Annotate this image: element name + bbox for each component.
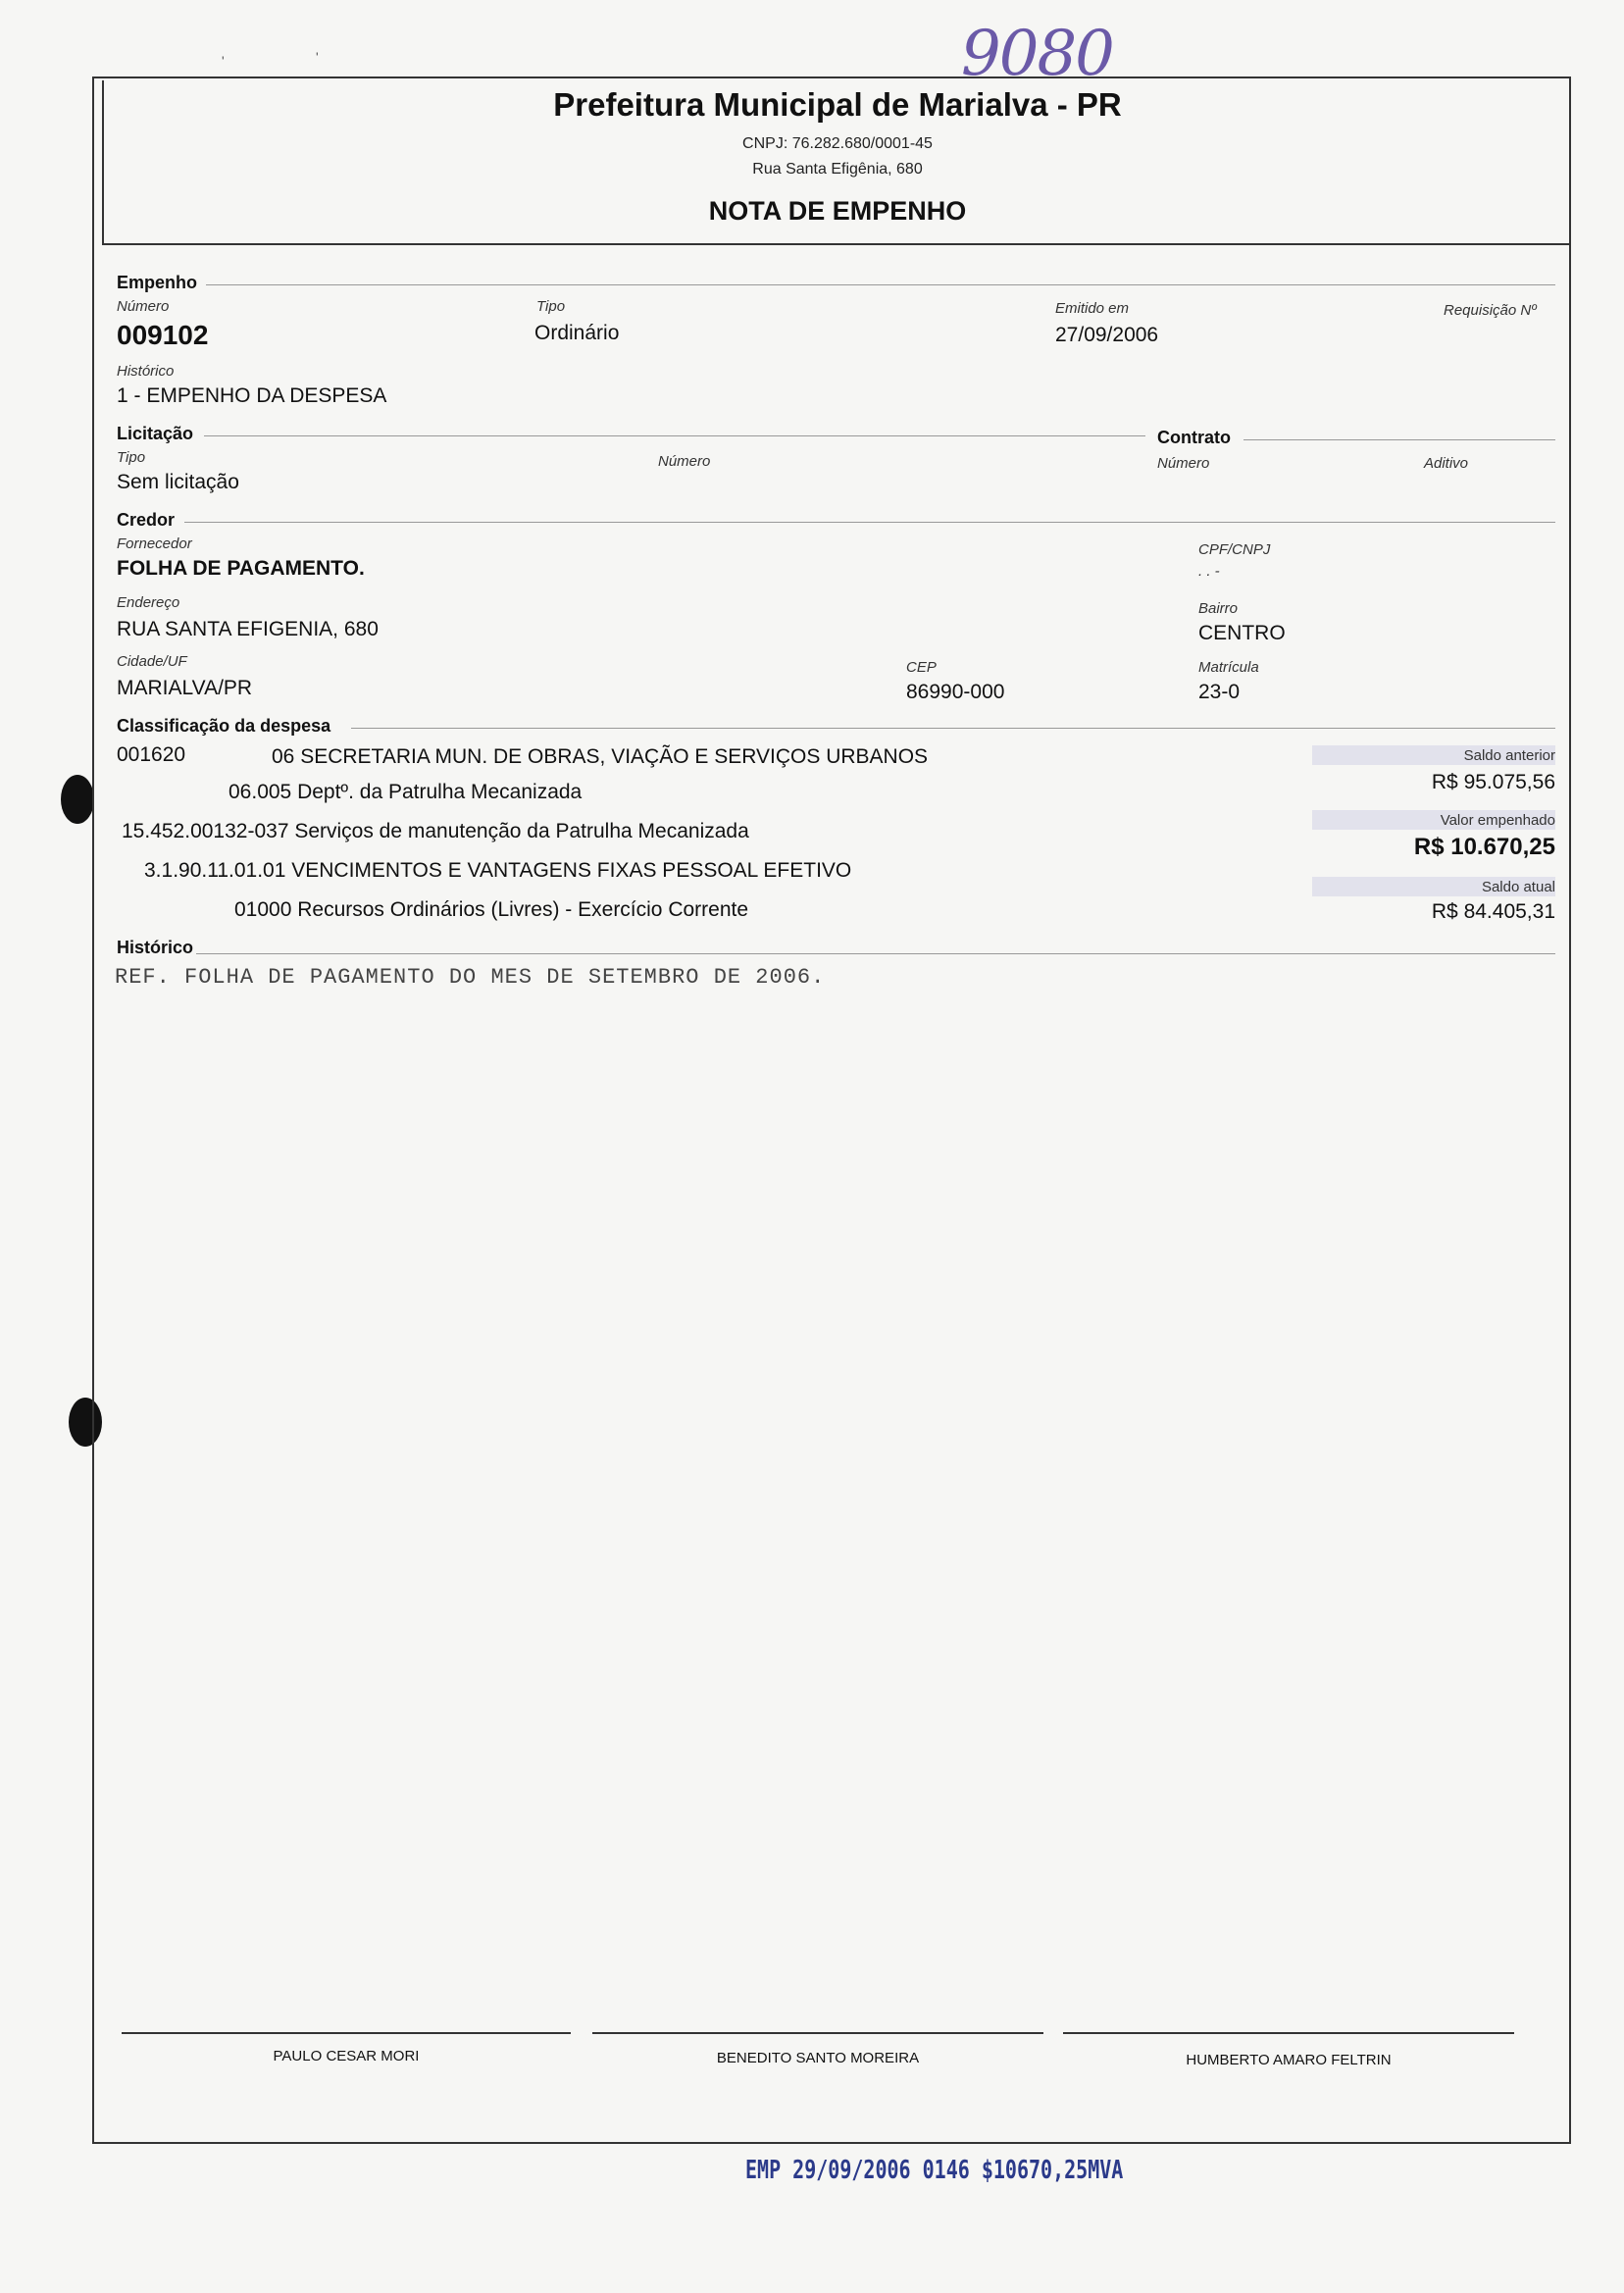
endereco-value: RUA SANTA EFIGENIA, 680 — [117, 618, 379, 640]
classificacao-line: 15.452.00132-037 Serviços de manutenção da Patrulha Mecanizada — [122, 820, 749, 842]
classificacao-line: 3.1.90.11.01.01 VENCIMENTOS E VANTAGENS FIXAS PESSOAL EFETIVO — [144, 859, 852, 882]
empenho-tipo: Ordinário — [534, 322, 620, 344]
section-rule — [206, 284, 1555, 285]
valor-empenhado-label: Valor empenhado — [1440, 812, 1555, 829]
matricula-label: Matrícula — [1198, 659, 1259, 676]
scan-tick-mark: ' — [222, 53, 225, 69]
address-line: Rua Santa Efigênia, 680 — [752, 161, 923, 178]
cpf-label: CPF/CNPJ — [1198, 541, 1271, 558]
licitacao-numero-label: Número — [658, 453, 711, 470]
saldo-anterior-value: R$ 95.075,56 — [1431, 771, 1555, 793]
handwritten-page-number: 9080 — [961, 18, 1113, 90]
historico-text: REF. FOLHA DE PAGAMENTO DO MES DE SETEMBRO DE 2006. — [115, 965, 826, 990]
saldo-atual-label: Saldo atual — [1481, 879, 1555, 895]
saldo-anterior-label: Saldo anterior — [1463, 747, 1555, 764]
section-empenho: Empenho — [117, 273, 198, 292]
valor-empenhado-value: R$ 10.670,25 — [1413, 834, 1555, 860]
scan-tick-mark: ' — [316, 49, 319, 65]
cnpj-line: CNPJ: 76.282.680/0001-45 — [742, 135, 933, 152]
classificacao-line: 06.005 Deptº. da Patrulha Mecanizada — [228, 781, 583, 803]
classificacao-code: 001620 — [117, 743, 186, 766]
matricula-value: 23-0 — [1198, 681, 1241, 703]
endereco-label: Endereço — [117, 594, 180, 611]
section-contrato: Contrato — [1157, 428, 1231, 447]
numero-label: Número — [117, 298, 170, 315]
signature-line — [122, 2032, 571, 2034]
bairro-value: CENTRO — [1198, 622, 1286, 644]
empenho-historico: 1 - EMPENHO DA DESPESA — [117, 384, 387, 407]
section-classificacao: Classificação da despesa — [117, 716, 331, 736]
cep-value: 86990-000 — [906, 681, 1005, 703]
section-credor: Credor — [117, 510, 176, 530]
signature-name: HUMBERTO AMARO FELTRIN — [1186, 2052, 1392, 2068]
aditivo-label: Aditivo — [1424, 455, 1469, 472]
section-rule — [196, 953, 1555, 954]
fornecedor-value: FOLHA DE PAGAMENTO. — [117, 557, 365, 580]
contrato-numero-label: Número — [1157, 455, 1210, 472]
signature-name: PAULO CESAR MORI — [273, 2048, 420, 2064]
cep-label: CEP — [906, 659, 937, 676]
signature-line — [1063, 2032, 1514, 2034]
cidade-value: MARIALVA/PR — [117, 677, 253, 699]
section-historico: Histórico — [117, 938, 194, 957]
signature-name: BENEDITO SANTO MOREIRA — [716, 2050, 920, 2066]
bairro-label: Bairro — [1198, 600, 1239, 617]
section-rule — [184, 522, 1555, 523]
section-rule — [204, 435, 1145, 436]
requisicao-label: Requisição Nº — [1444, 302, 1537, 319]
saldo-atual-value: R$ 84.405,31 — [1431, 900, 1555, 923]
fornecedor-label: Fornecedor — [117, 535, 192, 552]
register-stamp: EMP 29/09/2006 0146 $10670,25MVA — [745, 2154, 1124, 2185]
classificacao-line: 01000 Recursos Ordinários (Livres) - Exercício Corrente — [234, 898, 749, 921]
tipo-label: Tipo — [536, 298, 566, 315]
punch-hole — [61, 775, 94, 824]
emitido-label: Emitido em — [1055, 300, 1130, 317]
signature-line — [592, 2032, 1043, 2034]
cidade-label: Cidade/UF — [117, 653, 187, 670]
emitido-date: 27/09/2006 — [1055, 324, 1159, 346]
historico-label: Histórico — [117, 363, 175, 380]
document-title: NOTA DE EMPENHO — [708, 196, 967, 226]
section-rule — [351, 728, 1555, 729]
classificacao-line: 06 SECRETARIA MUN. DE OBRAS, VIAÇÃO E SERVIÇOS URBANOS — [272, 745, 929, 768]
municipality-title: Prefeitura Municipal de Marialva - PR — [553, 86, 1122, 123]
section-licitacao: Licitação — [117, 424, 194, 443]
empenho-number: 009102 — [117, 320, 209, 350]
section-rule — [1243, 439, 1555, 440]
licitacao-tipo: Sem licitação — [117, 471, 239, 493]
cpf-value: . . - — [1198, 563, 1220, 580]
licitacao-tipo-label: Tipo — [117, 449, 146, 466]
